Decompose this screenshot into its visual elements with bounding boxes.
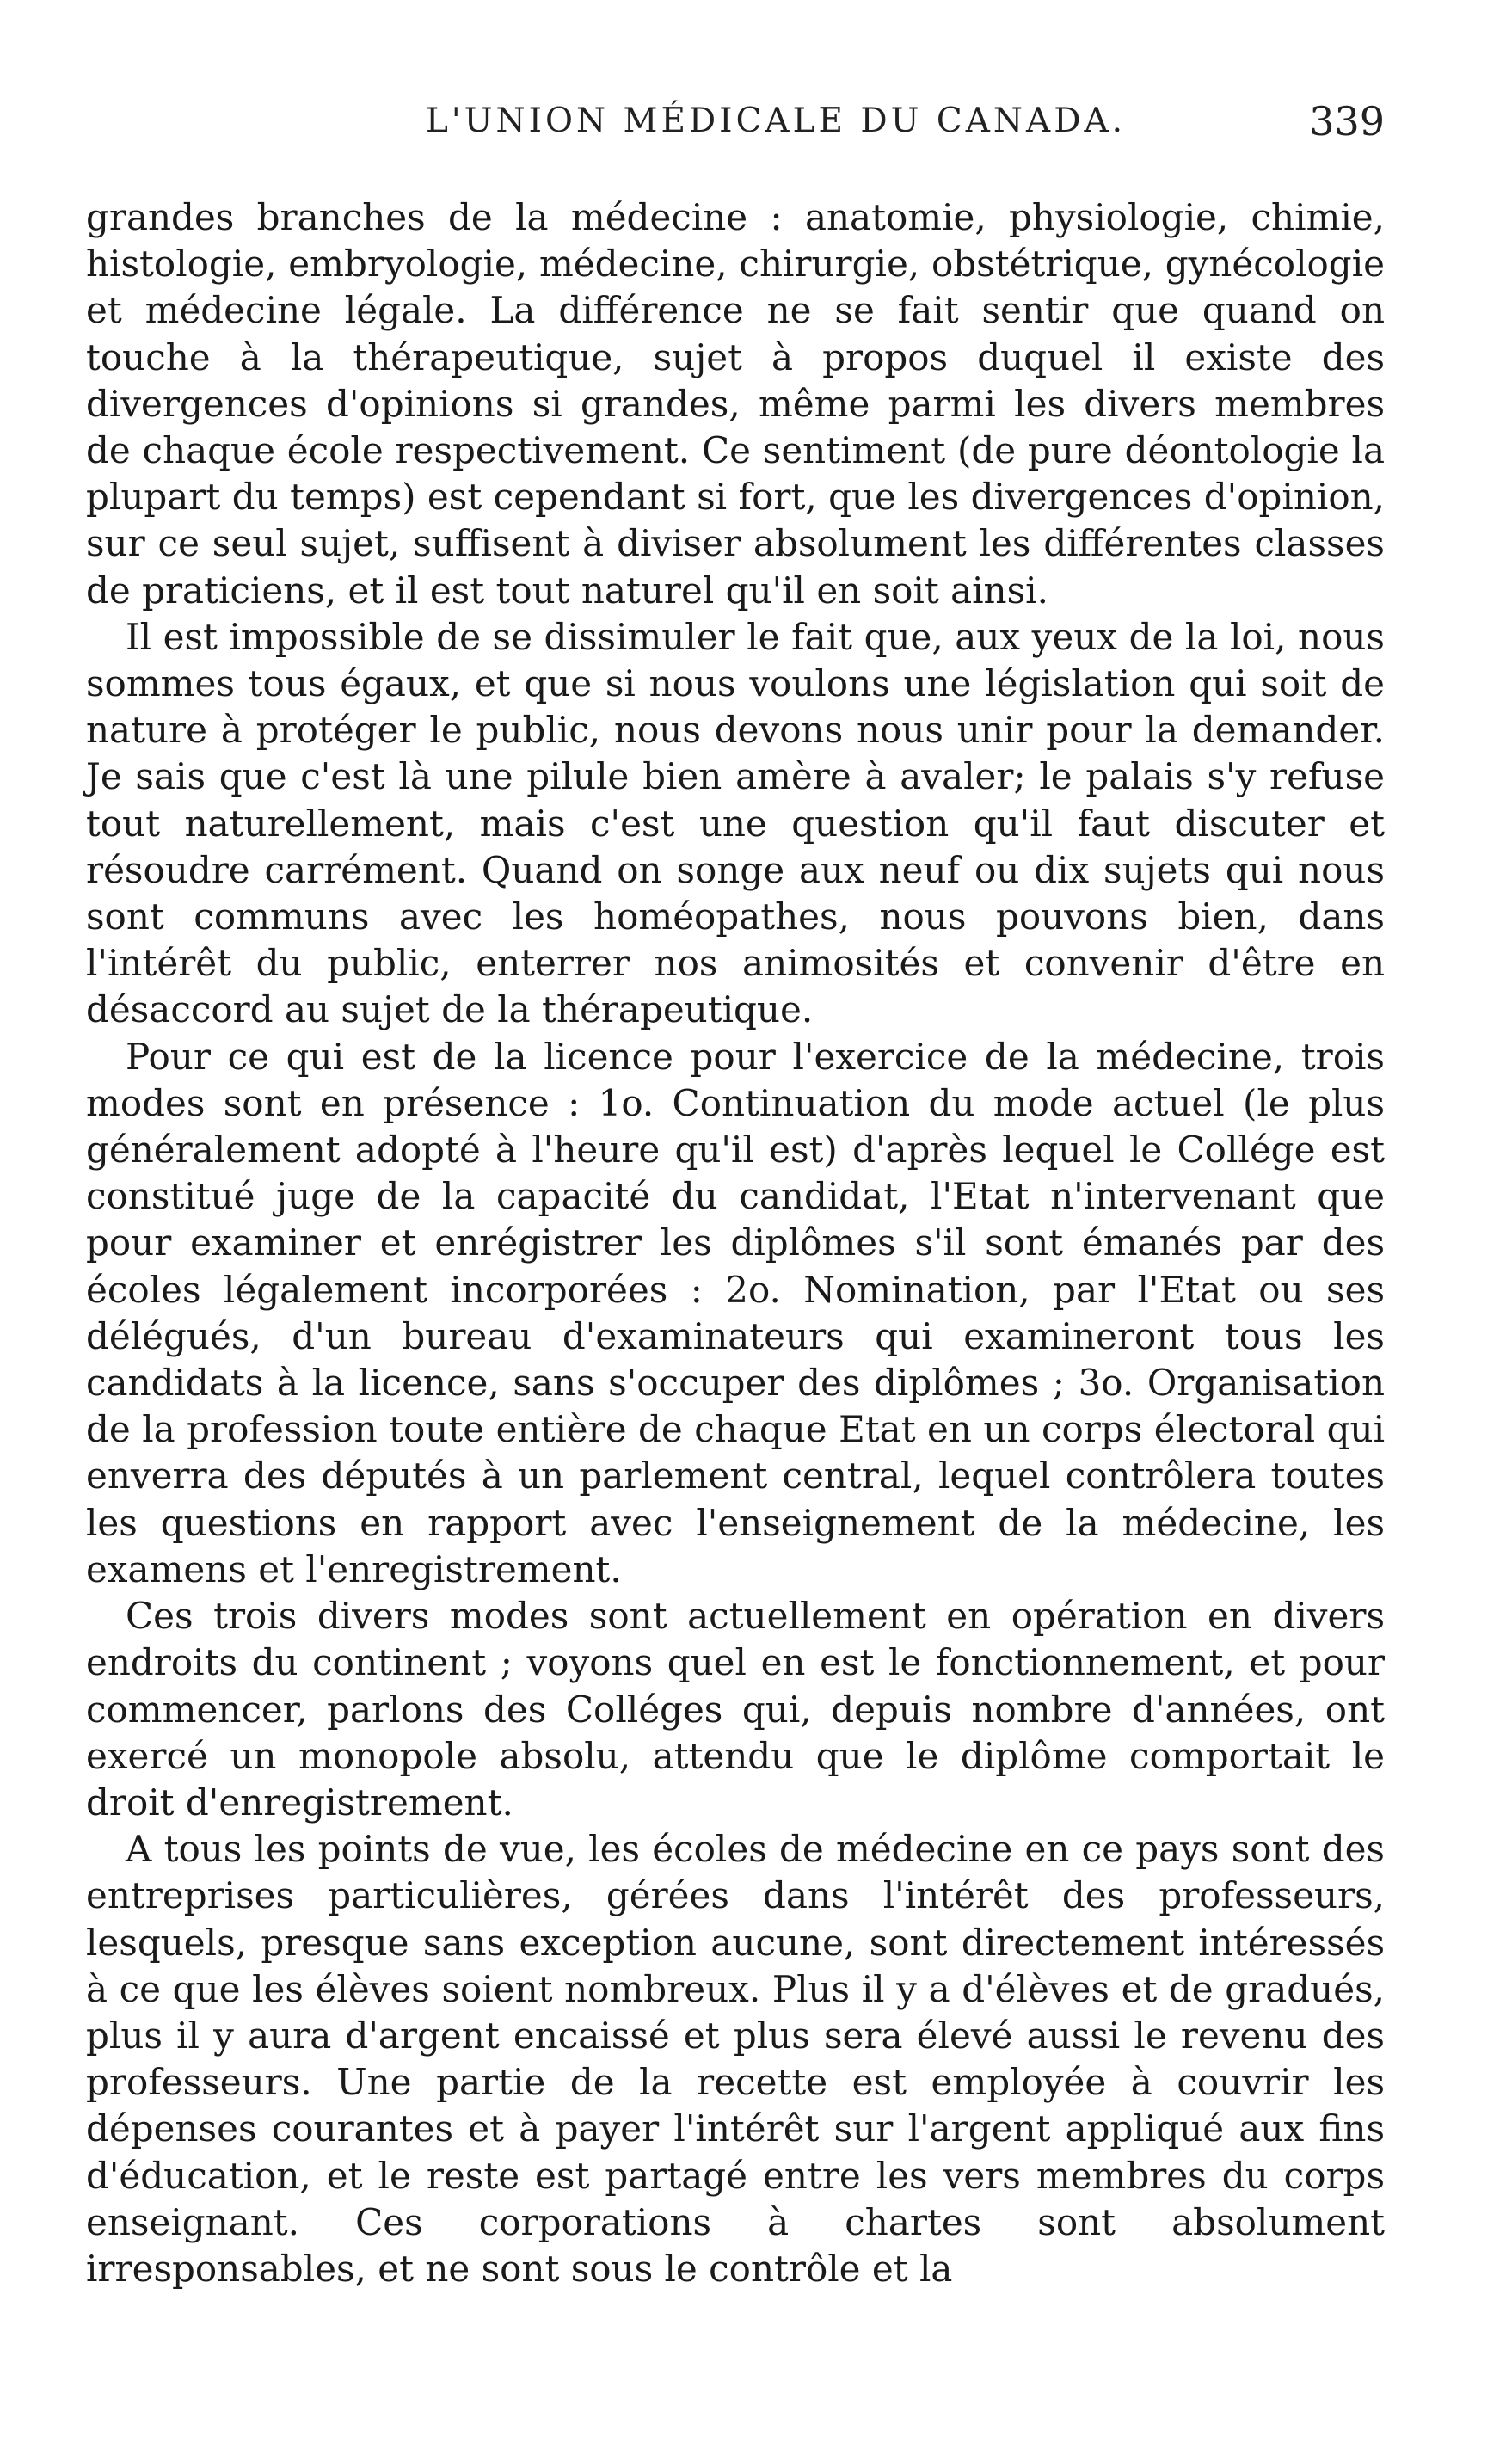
paragraph: Pour ce qui est de la licence pour l'exercice de la médecine, trois modes sont en présence : 1o. Continuation du mode actuel (le plus généralement adopté à l'heure qu'il est) d'après lequel le Collége est constitué juge de la capacité du candidat, l'Etat n'intervenant que pour examiner et enrégistrer les diplômes s'il sont émanés par des écoles légalement incorporées : 2o. Nomination, par l'Etat ou ses délégués, d'un bureau d'examinateurs qui examineront tous les candidats à la licence, sans s'occuper des diplômes ; 3o. Organisation de la profession toute entière de chaque Etat en un corps électoral qui enverra des députés à un parlement central, lequel contrôlera toutes les questions en rapport avec l'enseignement de la médecine, les examens et l'enregistrement.: [86, 1035, 1385, 1590]
paragraph: Il est impossible de se dissimuler le fait que, aux yeux de la loi, nous sommes tous égaux, et que si nous voulons une législation qui soit de nature à protéger le public, nous devons nous unir pour la demander. Je sais que c'est là une pilule bien amère à avaler; le palais s'y refuse tout naturellement, mais c'est une question qu'il faut discuter et résoudre carrément. Quand on songe aux neuf ou dix sujets qui nous sont communs avec les homéopathes, nous pouvons bien, dans l'intérêt du public, enterrer nos animosités et convenir d'être en désaccord au sujet de la thérapeutique.: [86, 615, 1385, 1031]
paragraph: A tous les points de vue, les écoles de médecine en ce pays sont des entreprises particulières, gérées dans l'intérêt des professeurs, lesquels, presque sans exception aucune, sont directement intéressés à ce que les élèves soient nombreux. Plus il y a d'élèves et de gradués, plus il y aura d'argent encaissé et plus sera élevé aussi le revenu des professeurs. Une partie de la recette est employée à couvrir les dépenses courantes et à payer l'intérêt sur l'argent appliqué aux fins d'éducation, et le reste est partagé entre les vers membres du corps enseignant. Ces corporations à chartes sont absolument irresponsables, et ne sont sous le contrôle et la: [86, 1828, 1385, 2290]
paragraph: grandes branches de la médecine : anatomie, physiologie, chimie, histologie, embryologie, médecine, chirurgie, obstétrique, gynécologie et médecine légale. La différence ne se fait sentir que quand on touche à la thérapeutique, sujet à propos duquel il existe des divergences d'opinions si grandes, même parmi les divers membres de chaque école respectivement. Ce sentiment (de pure déontologie la plupart du temps) est cependant si fort, que les divergences d'opinion, sur ce seul sujet, suffisent à diviser absolument les différentes classes de praticiens, et il est tout naturel qu'il en soit ainsi.: [86, 196, 1385, 612]
page-header: [86, 98, 1385, 153]
body-text: [86, 194, 1385, 2292]
page-number: 339: [1309, 98, 1385, 145]
paragraph: Ces trois divers modes sont actuellement en opération en divers endroits du continent ; voyons quel en est le fonctionnement, et pour commencer, parlons des Colléges qui, depuis nombre d'années, ont exercé un monopole absolu, attendu que le diplôme comportait le droit d'enregistrement.: [86, 1595, 1385, 1824]
running-title: L'UNION MÉDICALE DU CANADA.: [426, 101, 1127, 140]
